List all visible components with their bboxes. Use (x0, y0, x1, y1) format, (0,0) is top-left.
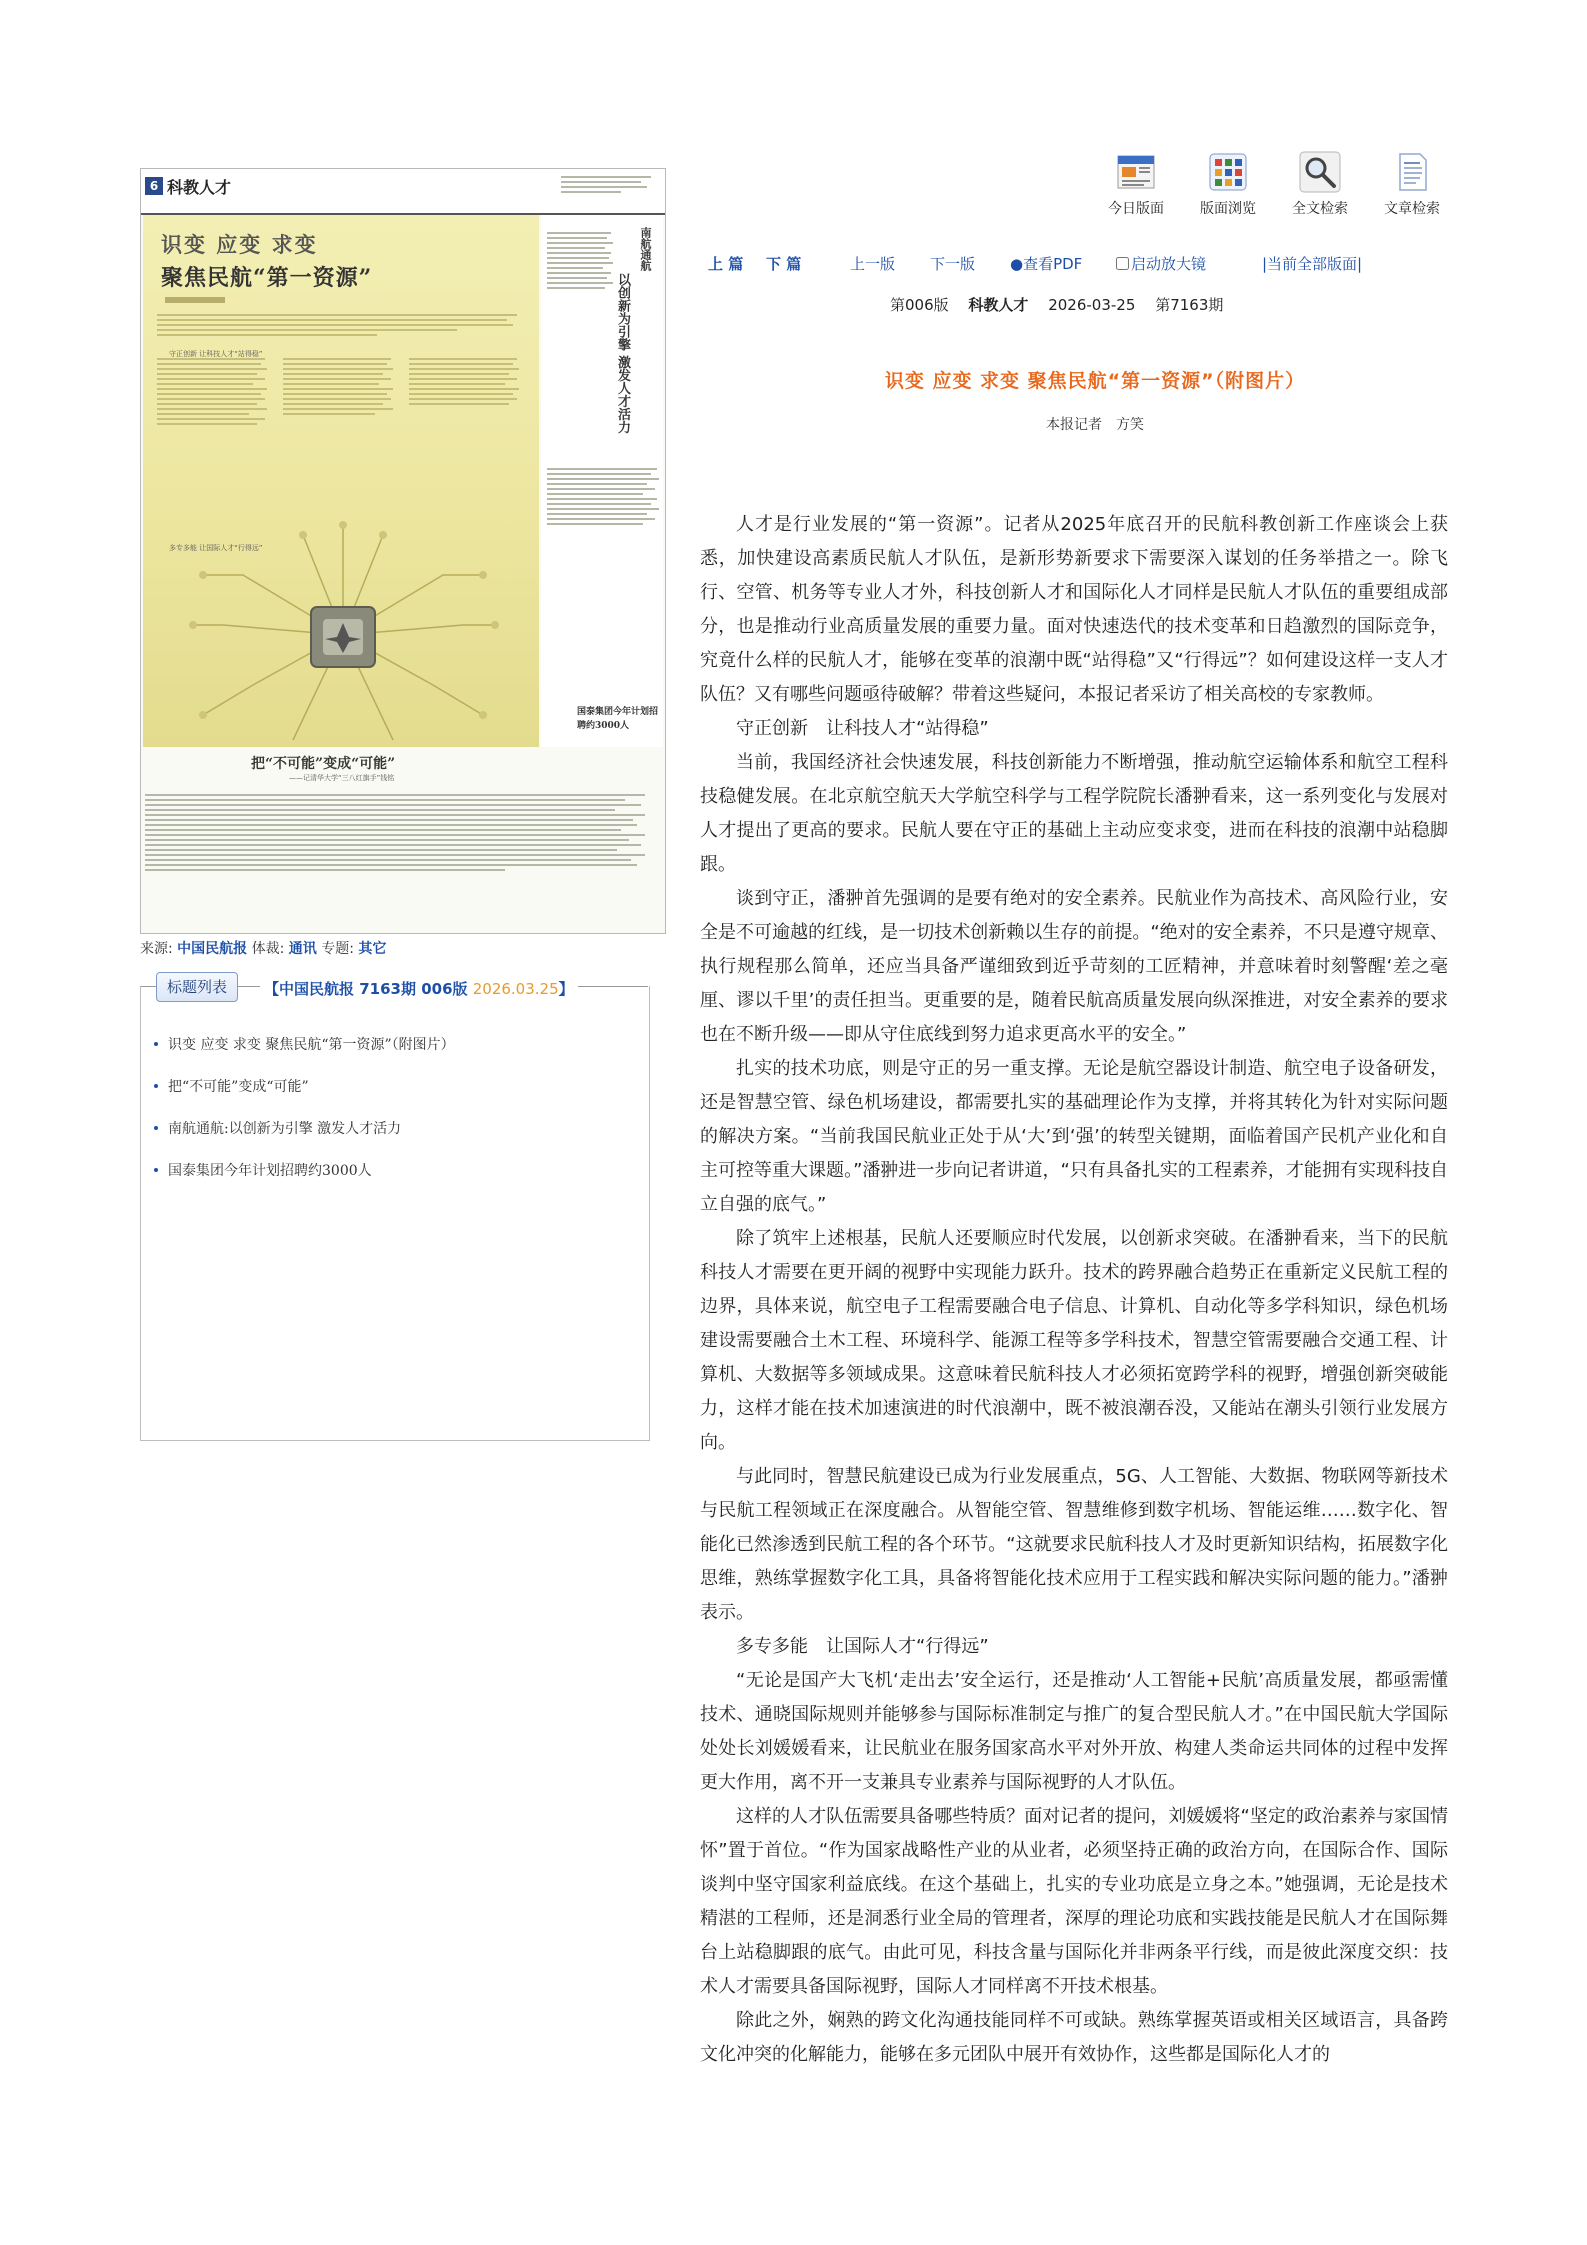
title-list-item-label: 南航通航:以创新为引擎 激发人才活力 (168, 1121, 402, 1137)
thumbnail-side-ad-headline: 国泰集团今年计划招聘约3000人 (577, 707, 659, 731)
prev-article-link[interactable]: 上 篇 (708, 255, 744, 273)
thumbnail-column-2 (283, 355, 395, 535)
edition-info (890, 294, 1223, 315)
paper-info-text: 【中国民航报 7163期 006版 (264, 980, 473, 998)
article-paragraph: 扎实的技术功底，则是守正的另一重支撑。无论是航空器设计制造、航空电子设备研发，还是智慧空管、绿色机场建设，都需要扎实的基础理论作为支撑，并将其转化为针对实际问题的解决方案。“当前我国民航业正处于从‘大’到‘强’的转型关键期，面临着国产民机产业化和自主可控等重大课题。”潘翀进一步向记者讲道，“只有具备扎实的工程素养，才能拥有实现科技自立自强的底气。” (700, 1058, 1448, 1215)
topic-link[interactable]: 其它 (358, 941, 387, 957)
title-list-tab[interactable]: 标题列表 (156, 972, 238, 1002)
thumbnail-side-headline: 以创新为引擎 激发人才活力 (615, 273, 630, 434)
magnifier-toggle[interactable] (1116, 250, 1206, 278)
thumbnail-header (141, 169, 665, 215)
source-line (140, 938, 386, 958)
view-pdf-link[interactable]: ●查看PDF (1010, 255, 1083, 273)
article-title: 识变 应变 求变 聚焦民航“第一资源”（附图片） (884, 370, 1306, 392)
article-subheading: 守正创新 让科技人才“站得稳” (736, 718, 989, 739)
thumbnail-lower-headline: 把“不可能”变成“可能” (251, 756, 396, 772)
thumbnail-lead-text (157, 311, 525, 347)
prev-page-link[interactable]: 上一版 (850, 255, 896, 273)
title-list-item-label: 识变 应变 求变 聚焦民航“第一资源”（附图片） (168, 1037, 455, 1053)
thumbnail-side-kicker: 南航通航 (639, 227, 652, 271)
thumbnail-lead-story (143, 215, 539, 747)
article-author: 本报记者 方笑 (1046, 417, 1144, 433)
thumbnail-column-1 (157, 355, 269, 535)
next-page-link[interactable]: 下一版 (930, 255, 976, 273)
genre-link[interactable]: 通讯 (288, 941, 317, 957)
bullet-icon (154, 1042, 158, 1046)
thumbnail-byline (165, 297, 225, 303)
topic-label: 专题: (316, 941, 359, 957)
article-subheading: 多专多能 让国际人才“行得远” (736, 1636, 989, 1657)
title-list-item[interactable] (148, 1066, 638, 1108)
article-navigation (708, 250, 1498, 278)
edition-date: 2026-03-25 (1048, 296, 1136, 314)
edition-issue: 第7163期 (1155, 296, 1224, 314)
article-paragraph: 当前，我国经济社会快速发展，科技创新能力不断增强，推动航空运输体系和航空工程科技稳健发展。在北京航空航天大学航空科学与工程学院院长潘翀看来，这一系列变化与发展对人才提出了更高的要求。民航人要在守正的基础上主动应变求变，进而在科技的浪潮中站稳脚跟。 (700, 752, 1448, 875)
bullet-icon (154, 1126, 158, 1130)
today-page-button[interactable] (1096, 150, 1176, 218)
article-paragraph: 除了筑牢上述根基，民航人还要顺应时代发展，以创新求突破。在潘翀看来，当下的民航科技人才需要在更开阔的视野中实现能力跃升。技术的跨界融合趋势正在重新定义民航工程的边界，具体来说，航空电子工程需要融合电子信息、计算机、自动化等多学科知识，绿色机场建设需要融合土木工程、环境科学、能源工程等多学科技术，智慧空管需要融合交通工程、计算机、大数据等多领域成果。这意味着民航科技人才必须拓宽跨学科的视野，增强创新突破能力，这样才能在技术加速演进的时代浪潮中，既不被浪潮吞没，又能站在潮头引领行业发展方向。 (700, 1228, 1448, 1453)
thumbnail-lower-text (145, 791, 661, 929)
thumbnail-subheading-1: 守正创新 让科技人才“站得稳” (169, 350, 263, 358)
bullet-icon (154, 1084, 158, 1088)
thumbnail-side-text-2 (547, 465, 661, 528)
document-icon (1390, 150, 1434, 194)
page-thumbnail[interactable] (140, 168, 666, 934)
grid-icon (1206, 150, 1250, 194)
paper-info-close: 】 (558, 980, 574, 998)
title-list (148, 1024, 638, 1192)
edition-section: 科教人才 (968, 296, 1029, 314)
thumbnail-side-text (547, 229, 615, 292)
thumbnail-page-number: 6 (145, 177, 163, 195)
title-list-item-label: 把“不可能”变成“可能” (168, 1079, 309, 1095)
magnifier-checkbox[interactable] (1116, 257, 1129, 270)
fulltext-search-button[interactable] (1280, 150, 1360, 218)
thumbnail-headline-1: 识变 应变 求变 (161, 232, 318, 257)
source-name-link[interactable]: 中国民航报 (177, 941, 248, 957)
thumbnail-headline-2: 聚焦民航“第一资源” (161, 265, 373, 291)
all-pages-link[interactable]: |当前全部版面| (1262, 255, 1363, 273)
article-paragraph: 人才是行业发展的“第一资源”。记者从2025年底召开的民航科教创新工作座谈会上获悉，加快建设高素质民航人才队伍，是新形势新要求下需要深入谋划的任务举措之一。除飞行、空管、机务等专业人才外，科技创新人才和国际化人才同样是民航人才队伍的重要组成部分，也是推动行业高质量发展的重要力量。面对快速迭代的技术变革和日趋激烈的国际竞争，究竟什么样的民航人才，能够在变革的浪潮中既“站得稳”又“行得远”？如何建设这样一支人才队伍？又有哪些问题亟待破解？带着这些疑问，本报记者采访了相关高校的专家教师。 (700, 514, 1448, 705)
thumbnail-side-column (541, 215, 663, 747)
title-list-item-label: 国泰集团今年计划招聘约3000人 (168, 1163, 372, 1179)
fulltext-search-label: 全文检索 (1292, 201, 1348, 217)
edition-page: 第006版 (890, 296, 949, 314)
newspaper-icon (1114, 150, 1158, 194)
title-list-paper-info (260, 978, 578, 999)
article-paragraph: 这样的人才队伍需要具备哪些特质？面对记者的提问，刘媛媛将“坚定的政治素养与家国情怀”置于首位。“作为国家战略性产业的从业者，必须坚持正确的政治方向，在国际合作、国际谈判中坚守国家利益底线。在这个基础上，扎实的专业功底是立身之本。”她强调，无论是技术精湛的工程师，还是洞悉行业全局的管理者，深厚的理论功底和实践技能是民航人才在国际舞台上站稳脚跟的底气。由此可见，科技含量与国际化并非两条平行线，而是彼此深度交织：技术人才需要具备国际视野，国际人才同样离不开技术根基。 (700, 1806, 1448, 1997)
article-paragraph: 谈到守正，潘翀首先强调的是要有绝对的安全素养。民航业作为高技术、高风险行业，安全是不可逾越的红线，是一切技术创新赖以生存的前提。“绝对的安全素养，不只是遵守规章、执行规程那么简单，还应当具备严谨细致到近乎苛刻的工匠精神，并意味着时刻警醒‘差之毫厘、谬以千里’的责任担当。更重要的是，随着民航高质量发展向纵深推进，对安全素养的要求也在不断升级——即从守住底线到努力追求更高水平的安全。” (700, 888, 1448, 1045)
thumbnail-section-name: 科教人才 (167, 178, 232, 197)
article-paragraph: 与此同时，智慧民航建设已成为行业发展重点，5G、人工智能、大数据、物联网等新技术与民航工程领域正在深度融合。从智能空管、智慧维修到数字机场、智能运维……数字化、智能化已然渗透到民航工程的各个环节。“这就要求民航科技人才及时更新知识结构，拓展数字化思维，熟练掌握数字化工具，具备将智能化技术应用于工程实践和解决实际问题的能力。”潘翀表示。 (700, 1466, 1448, 1623)
article-paragraph: “无论是国产大飞机‘走出去’安全运行，还是推动‘人工智能+民航’高质量发展，都亟需懂技术、通晓国际规则并能够参与国际标准制定与推广的复合型民航人才。”在中国民航大学国际处处长刘媛媛看来，让民航业在服务国家高水平对外开放、构建人类命运共同体的过程中发挥更大作用，离不开一支兼具专业素养与国际视野的人才队伍。 (700, 1670, 1448, 1793)
browse-pages-button[interactable] (1188, 150, 1268, 218)
bullet-icon (154, 1168, 158, 1172)
source-label: 来源: (140, 941, 178, 957)
magnifier-icon (1298, 150, 1342, 194)
article-search-label: 文章检索 (1384, 201, 1440, 217)
magnifier-label: 启动放大镜 (1131, 255, 1207, 273)
article-search-button[interactable] (1372, 150, 1452, 218)
toolbar (1096, 150, 1456, 230)
title-list-item[interactable] (148, 1150, 638, 1192)
circuit-chip-illustration (183, 515, 503, 743)
thumbnail-masthead-meta (561, 173, 656, 207)
next-article-link[interactable]: 下 篇 (766, 255, 802, 273)
title-list-item[interactable] (148, 1108, 638, 1150)
thumbnail-subheading-2: 多专多能 让国际人才“行得远” (169, 544, 263, 552)
thumbnail-column-3 (409, 355, 521, 535)
paper-info-date: 2026.03.25 (472, 980, 559, 998)
browse-pages-label: 版面浏览 (1200, 201, 1256, 217)
article-body (700, 508, 1448, 2072)
title-list-item[interactable] (148, 1024, 638, 1066)
today-page-label: 今日版面 (1108, 201, 1164, 217)
thumbnail-lower-subhead: ——记清华大学“三八红旗手”钱铭 (289, 774, 395, 782)
genre-label: 体裁: (247, 941, 289, 957)
article-paragraph: 除此之外，娴熟的跨文化沟通技能同样不可或缺。熟练掌握英语或相关区域语言，具备跨文化冲突的化解能力，能够在多元团队中展开有效协作，这些都是国际化人才的 (700, 2010, 1448, 2065)
